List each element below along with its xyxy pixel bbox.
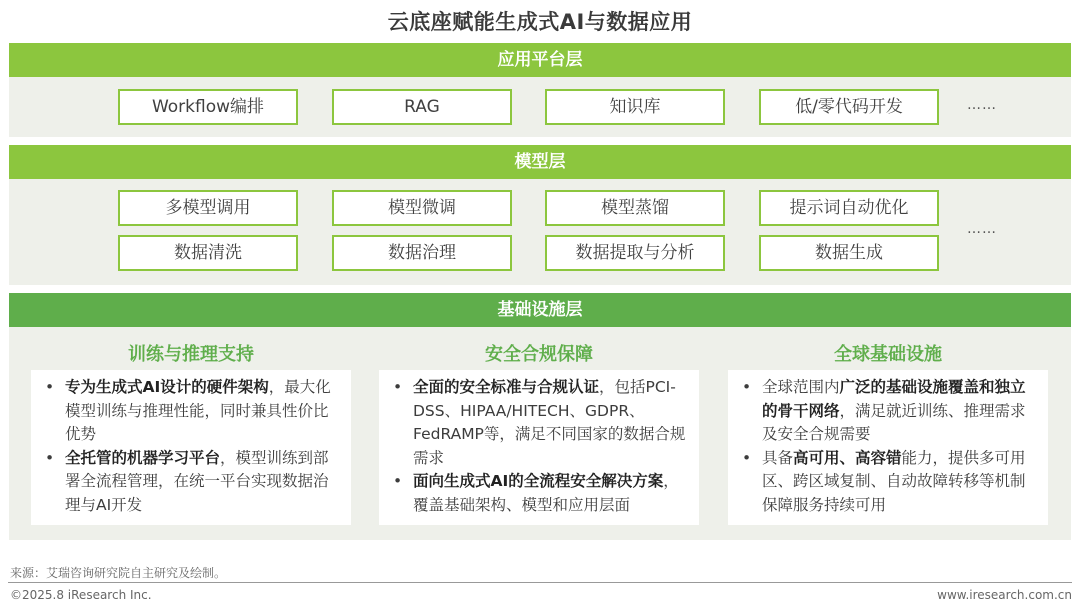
infra-bullet	[387, 376, 689, 470]
bullet-emphasis: 面向生成式AI的全流程安全解决方案	[413, 472, 664, 490]
model-item-data-extract: 数据提取与分析	[545, 235, 725, 271]
bullet-emphasis: 全托管的机器学习平台	[65, 448, 221, 467]
infra-card-global	[728, 370, 1048, 525]
bullet-emphasis: 专为生成式AI设计的硬件架构	[65, 378, 269, 396]
footer-divider	[8, 582, 1072, 583]
infra-layer-header: 基础设施层	[9, 293, 1071, 327]
infra-col-heading-training: 训练与推理支持	[128, 344, 254, 365]
website-link[interactable]: www.iresearch.com.cn	[937, 588, 1072, 602]
infra-bullet	[39, 447, 341, 518]
bullet-dot: •	[45, 448, 55, 467]
bullet-dot: •	[393, 472, 403, 490]
app-layer-header: 应用平台层	[9, 43, 1071, 77]
bullet-text: ，覆盖基础架构、模型和应用层面	[413, 472, 679, 514]
app-item-low-code: 低/零代码开发	[759, 89, 939, 125]
copyright: ©2025.8 iResearch Inc.	[10, 588, 152, 602]
bullet-dot: •	[393, 378, 403, 396]
model-item-data-governance: 数据治理	[332, 235, 512, 271]
model-layer-more: ……	[967, 221, 997, 237]
app-layer-panel	[9, 77, 1071, 137]
bullet-emphasis: 全面的安全标准与合规认证	[413, 378, 600, 396]
bullet-text: ，最大化模型训练与推理性能，同时兼具性价比优势	[65, 378, 331, 443]
source-note: 来源：艾瑞咨询研究院自主研究及绘制。	[10, 566, 227, 580]
model-item-data-clean: 数据清洗	[118, 235, 298, 271]
infra-bullet	[387, 470, 689, 517]
model-item-prompt-opt: 提示词自动优化	[759, 190, 939, 226]
bullet-dot: •	[742, 378, 752, 396]
infra-card-training	[31, 370, 351, 525]
bullet-emphasis: 高可用、高容错	[793, 448, 902, 467]
app-item-rag: RAG	[332, 89, 512, 125]
page-title: 云底座赋能生成式AI与数据应用	[387, 10, 693, 34]
model-layer-panel	[9, 179, 1071, 285]
infra-bullet	[736, 376, 1038, 447]
bullet-text: 全球范围内	[762, 378, 840, 396]
infra-card-security	[379, 370, 699, 525]
infra-col-heading-security: 安全合规保障	[485, 344, 593, 365]
app-item-knowledge-base: 知识库	[545, 89, 725, 125]
model-item-distill: 模型蒸馏	[545, 190, 725, 226]
bullet-text: 能力，提供多可用区、跨区域复制、自动故障转移等机制保障服务持续可用	[762, 448, 1026, 514]
model-item-multi-model: 多模型调用	[118, 190, 298, 226]
bullet-dot: •	[45, 378, 55, 396]
infra-col-heading-global: 全球基础设施	[834, 344, 942, 365]
bullet-text: 具备	[762, 448, 794, 467]
bullet-text: ，模型训练到部署全流程管理，在统一平台实现数据治理与AI开发	[65, 448, 329, 514]
bullet-dot: •	[742, 448, 752, 467]
app-item-workflow: Workflow编排	[118, 89, 298, 125]
model-item-data-gen: 数据生成	[759, 235, 939, 271]
model-item-finetune: 模型微调	[332, 190, 512, 226]
bullet-text: ，包括PCI-DSS、HIPAA/HITECH、GDPR、FedRAMP等，满足不同国家的数据合规需求	[413, 378, 686, 467]
infra-bullet	[39, 376, 341, 447]
bullet-emphasis: 广泛的基础设施覆盖和独立的骨干网络	[762, 378, 1026, 420]
app-layer-more: ……	[967, 97, 997, 113]
model-layer-header: 模型层	[9, 145, 1071, 179]
infra-bullet	[736, 447, 1038, 518]
bullet-text: ，满足就近训练、推理需求及安全合规需要	[762, 401, 1026, 443]
